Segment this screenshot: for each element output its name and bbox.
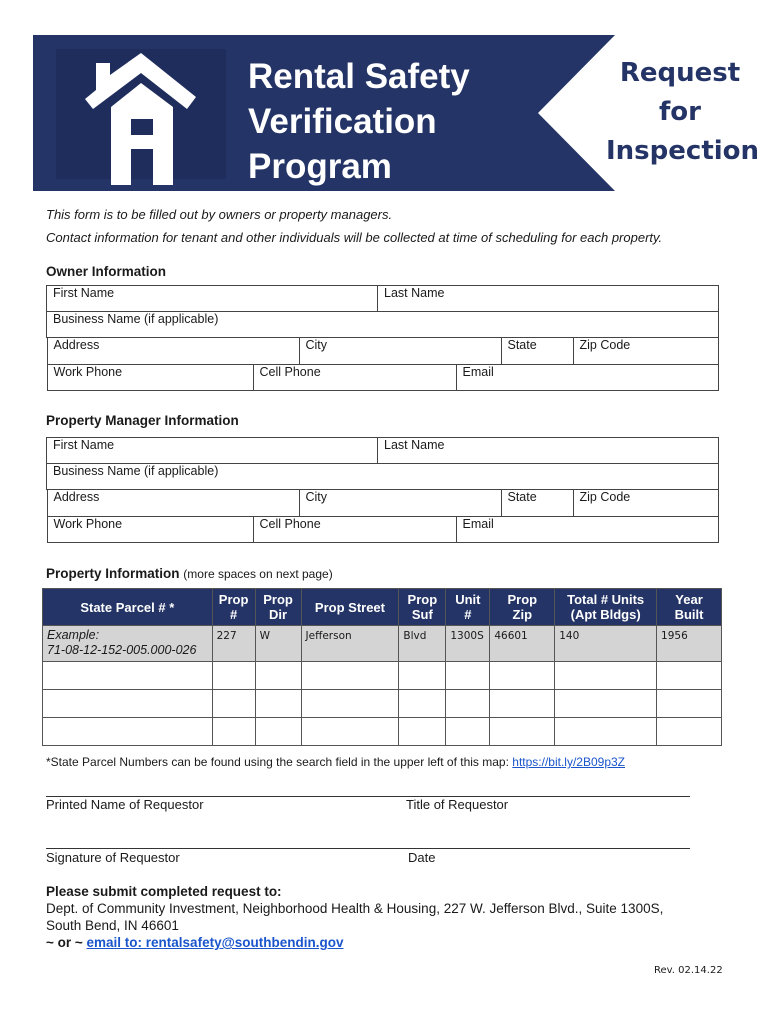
field-label: Email (462, 364, 494, 379)
table-row (43, 690, 722, 718)
signature-label: Signature of Requestor (46, 850, 180, 865)
col-header-parcel: State Parcel # * (43, 589, 213, 626)
units-cell[interactable] (555, 662, 657, 690)
manager-city-field[interactable] (299, 490, 501, 516)
example-year: 1956 (657, 626, 722, 662)
prop-dir-cell[interactable] (255, 690, 301, 718)
col-header-suf (399, 589, 446, 626)
prop-num-cell[interactable] (212, 662, 255, 690)
table-row (43, 662, 722, 690)
suf-cell[interactable] (399, 718, 446, 746)
parcel-cell[interactable] (43, 690, 213, 718)
zip-cell[interactable] (490, 690, 555, 718)
field-label: Last Name (384, 438, 445, 452)
property-table-header (43, 589, 722, 626)
field-label: Work Phone (53, 516, 123, 531)
manager-zip-field[interactable] (573, 490, 718, 516)
unit-cell[interactable] (446, 690, 490, 718)
street-cell[interactable] (301, 718, 399, 746)
owner-state-field[interactable] (501, 338, 573, 364)
prop-num-cell[interactable] (212, 718, 255, 746)
request-title-line: Request (619, 58, 741, 88)
manager-cell-phone-field[interactable] (253, 517, 456, 543)
field-label: Business Name (if applicable) (53, 312, 219, 326)
header-line: Dir (269, 607, 288, 622)
year-cell[interactable] (657, 718, 722, 746)
units-cell[interactable] (555, 690, 657, 718)
owner-first-name-field[interactable] (47, 286, 378, 312)
parcel-map-link[interactable]: https://bit.ly/2B09p3Z (512, 755, 625, 769)
submit-email-line (46, 935, 343, 950)
zip-cell[interactable] (490, 662, 555, 690)
field-label: State (507, 338, 537, 352)
year-cell[interactable] (657, 690, 722, 718)
suf-cell[interactable] (399, 690, 446, 718)
owner-city-field[interactable] (299, 338, 501, 364)
field-label: Zip Code (579, 338, 631, 352)
owner-last-name-field[interactable] (378, 286, 719, 312)
header-line: Built (674, 607, 704, 622)
field-label: State (507, 490, 537, 504)
manager-email-field[interactable] (456, 517, 718, 543)
prop-num-cell[interactable] (212, 690, 255, 718)
manager-work-phone-field[interactable] (47, 517, 253, 543)
example-row (43, 626, 722, 662)
program-title-line: Program (248, 147, 392, 186)
field-label: Cell Phone (259, 364, 321, 379)
street-cell[interactable] (301, 690, 399, 718)
property-section-heading (46, 566, 333, 581)
col-header-units (555, 589, 657, 626)
col-header-prop-num (212, 589, 255, 626)
owner-address-field[interactable] (47, 338, 299, 364)
header-line: Total # Units (567, 592, 645, 607)
field-label: First Name (53, 286, 115, 300)
col-header-street: Prop Street (301, 589, 399, 626)
submit-address-line-2: South Bend, IN 46601 (46, 918, 179, 933)
example-street: Jefferson (301, 626, 399, 662)
header-line: # (464, 607, 472, 622)
submit-address-line-1: Dept. of Community Investment, Neighborhood Health & Housing, 227 W. Jefferson Blvd., Suite 1300S, (46, 901, 664, 916)
zip-cell[interactable] (490, 718, 555, 746)
col-header-year (657, 589, 722, 626)
intro-line-2: Contact information for tenant and other individuals will be collected at time of scheduling for each property. (46, 230, 663, 245)
manager-first-name-field[interactable] (47, 438, 378, 464)
col-header-unit (446, 589, 490, 626)
table-row (43, 718, 722, 746)
header-line: Prop (218, 592, 249, 607)
owner-section-title: Owner Information (46, 264, 167, 279)
field-label: Business Name (if applicable) (53, 464, 219, 478)
example-zip: 46601 (490, 626, 555, 662)
date-label: Date (408, 850, 436, 865)
program-title (248, 54, 548, 189)
signature-line[interactable] (46, 848, 690, 849)
example-prop-num: 227 (212, 626, 255, 662)
header-line: Unit (455, 592, 481, 607)
field-label: Last Name (384, 286, 445, 300)
field-label: Work Phone (53, 364, 123, 379)
col-header-zip (490, 589, 555, 626)
submit-heading: Please submit completed request to: (46, 884, 282, 899)
manager-state-field[interactable] (501, 490, 573, 516)
owner-form (46, 285, 719, 391)
header-line: Suf (411, 607, 433, 622)
owner-zip-field[interactable] (573, 338, 718, 364)
unit-cell[interactable] (446, 662, 490, 690)
example-label: Example: (47, 628, 100, 642)
manager-section-title: Property Manager Information (46, 413, 239, 428)
field-label: Email (462, 516, 494, 531)
header-line: # (229, 607, 238, 622)
property-section-note: (more spaces on next page) (183, 567, 333, 581)
col-header-prop-dir (255, 589, 301, 626)
manager-form (46, 437, 719, 543)
parcel-cell[interactable] (43, 662, 213, 690)
parcel-note-text: *State Parcel Numbers can be found using the search field in the upper left of this map: (46, 755, 513, 769)
submit-or-prefix: ~ or ~ (46, 935, 87, 950)
field-label: Cell Phone (259, 516, 321, 531)
header-line: (Apt Bldgs) (570, 607, 641, 622)
owner-work-phone-field[interactable] (47, 365, 253, 391)
program-title-line: Rental Safety (248, 57, 470, 96)
manager-last-name-field[interactable] (378, 438, 719, 464)
manager-address-field[interactable] (47, 490, 299, 516)
example-suf: Blvd (399, 626, 446, 662)
field-label: Address (53, 338, 100, 352)
owner-business-field[interactable] (47, 312, 719, 338)
title-label: Title of Requestor (406, 797, 509, 812)
request-title-line: for (659, 97, 701, 127)
field-label: Zip Code (579, 490, 631, 504)
program-title-line: Verification (248, 102, 437, 141)
header-line: Year (675, 592, 703, 607)
header-line: Zip (512, 607, 533, 622)
field-label: City (305, 338, 328, 352)
manager-business-field[interactable] (47, 464, 719, 490)
revision-label: Rev. 02.14.22 (654, 965, 723, 976)
field-label: First Name (53, 438, 115, 452)
request-title (606, 54, 760, 171)
owner-email-field[interactable] (456, 365, 718, 391)
suf-cell[interactable] (399, 662, 446, 690)
field-label: City (305, 490, 328, 504)
property-section-title: Property Information (46, 566, 180, 581)
header-line: Prop (407, 592, 438, 607)
field-label: Address (53, 490, 100, 504)
header-line: Prop (507, 592, 538, 607)
parcel-cell[interactable] (43, 718, 213, 746)
year-cell[interactable] (657, 662, 722, 690)
request-title-line: Inspection (606, 136, 760, 166)
property-table (42, 588, 722, 746)
example-parcel: 71-08-12-152-005.000-026 (47, 643, 197, 657)
intro-line-1: This form is to be filled out by owners or property managers. (46, 207, 393, 222)
prop-dir-cell[interactable] (255, 718, 301, 746)
example-parcel-cell (43, 626, 213, 662)
unit-cell[interactable] (446, 718, 490, 746)
street-cell[interactable] (301, 662, 399, 690)
printed-name-label: Printed Name of Requestor (46, 797, 204, 812)
header-line: Prop (263, 592, 293, 607)
owner-cell-phone-field[interactable] (253, 365, 456, 391)
parcel-note (46, 755, 625, 769)
units-cell[interactable] (555, 718, 657, 746)
example-units: 140 (555, 626, 657, 662)
submit-email-link[interactable]: email to: rentalsafety@southbendin.gov (86, 935, 344, 950)
example-prop-dir: W (255, 626, 301, 662)
prop-dir-cell[interactable] (255, 662, 301, 690)
example-unit: 1300S (446, 626, 490, 662)
